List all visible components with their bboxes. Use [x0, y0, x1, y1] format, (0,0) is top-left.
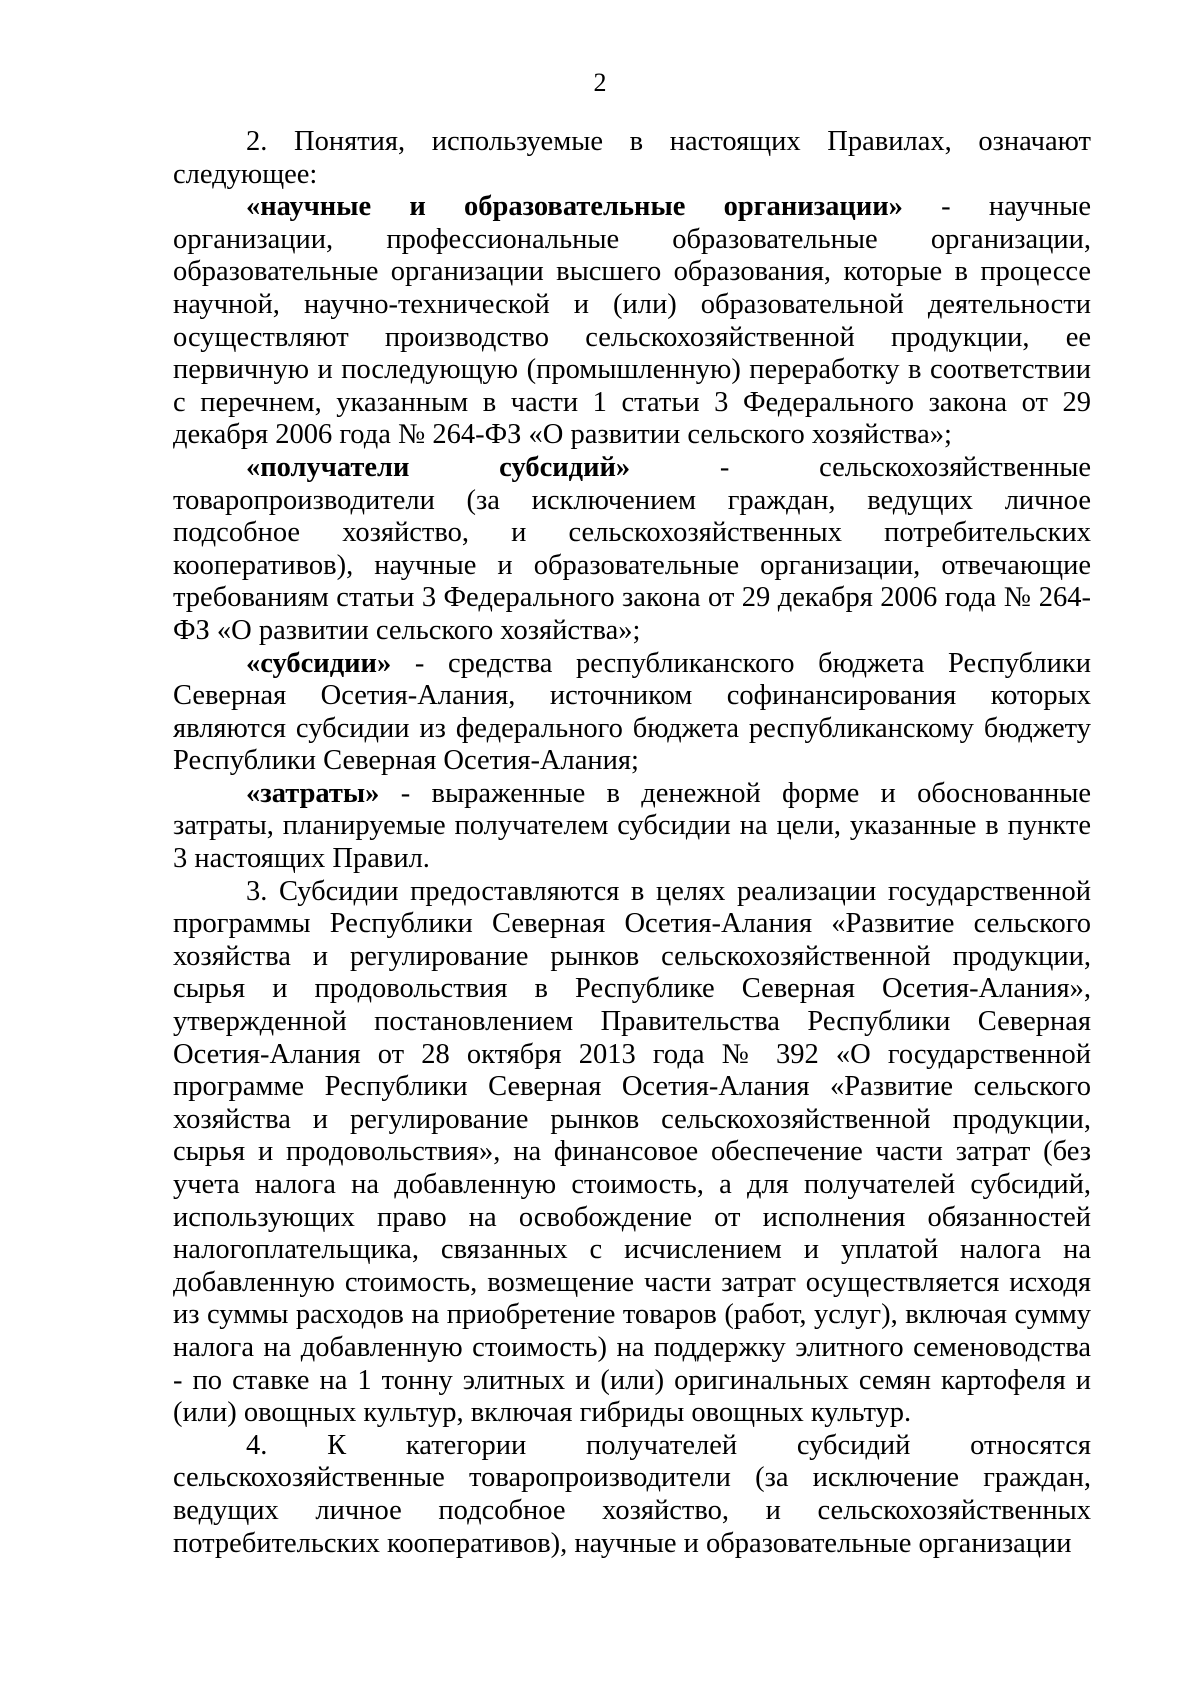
paragraph-definition-subsidies [173, 648, 1091, 778]
page-number: 2 [593, 68, 607, 97]
paragraph-definitions-intro [173, 126, 1091, 191]
paragraph-section-3 [173, 876, 1091, 1430]
paragraph-definition-organizations [173, 191, 1091, 452]
definition-text: - выраженные в денежной форме и обоснованные затраты, планируемые получателем субсидии на цели, указанные в пункте 3 настоящих Правил. [173, 777, 1091, 875]
paragraph-section-4 [173, 1430, 1091, 1560]
paragraph-definition-costs [173, 778, 1091, 876]
defined-term: «научные и образовательные организации» [246, 191, 903, 223]
defined-term: «затраты» [246, 777, 380, 809]
document-body [173, 126, 1091, 1560]
paragraph-text: 2. Понятия, используемые в настоящих Правилах, означают следующее: [173, 126, 1091, 190]
paragraph-definition-recipients [173, 452, 1091, 648]
paragraph-text: 3. Субсидии предоставляются в целях реализации государственной программы Республики Северная Осетия-Алания «Развитие сельского хозяйства и регулирование рынков сельскохозяйственной продукции, сырья и продовольствия в Республике Северная Осетия-Алания», утвержденной постановлением Правительства Республики Северная Осетия-Алания от 28 октября 2013 года № 392 «О государственной программе Республики Северная Осетия-Алания «Развитие сельского хозяйства и регулирование рынков сельскохозяйственной продукции, сырья и продовольствия», на финансовое обеспечение части затрат (без учета налога на добавленную стоимость, а для получателей субсидий, использующих право на освобождение от исполнения обязанностей налогоплательщика, связанных с исчислением и уплатой налога на добавленную стоимость, возмещение части затрат осуществляется исходя из суммы расходов на приобретение товаров (работ, услуг), включая сумму налога на добавленную стоимость) на поддержку элитного семеноводства - по ставке на 1 тонну элитных и (или) оригинальных семян картофеля и (или) овощных культур, включая гибриды овощных культур. [173, 875, 1091, 1429]
definition-text: - научные организации, профессиональные образовательные организации, образовательные организации высшего образования, которые в процессе научной, научно-технической и (или) образовательной деятельности осуществляют производство сельскохозяйственной продукции, ее первичную и последующую (промышленную) переработку в соответствии с перечнем, указанным в части 1 статьи 3 Федерального закона от 29 декабря 2006 года № 264-ФЗ «О развитии сельского хозяйства»; [173, 191, 1091, 451]
paragraph-text: 4. К категории получателей субсидий относятся сельскохозяйственные товаропроизводители (за исключение граждан, ведущих личное подсобное хозяйство, и сельскохозяйственных потребительских кооперативов), научные и образовательные организации [173, 1429, 1091, 1559]
definition-text: - сельскохозяйственные товаропроизводители (за исключением граждан, ведущих личное подсобное хозяйство, и сельскохозяйственных потребительских кооперативов), научные и образовательные организации, отвечающие требованиям статьи 3 Федерального закона от 29 декабря 2006 года № 264-ФЗ «О развитии сельского хозяйства»; [173, 451, 1091, 646]
defined-term: «получатели субсидий» [246, 451, 631, 483]
definition-text: - средства республиканского бюджета Республики Северная Осетия-Алания, источником софинансирования которых являются субсидии из федерального бюджета республиканскому бюджету Республики Северная Осетия-Алания; [173, 647, 1091, 777]
defined-term: «субсидии» [246, 647, 392, 679]
